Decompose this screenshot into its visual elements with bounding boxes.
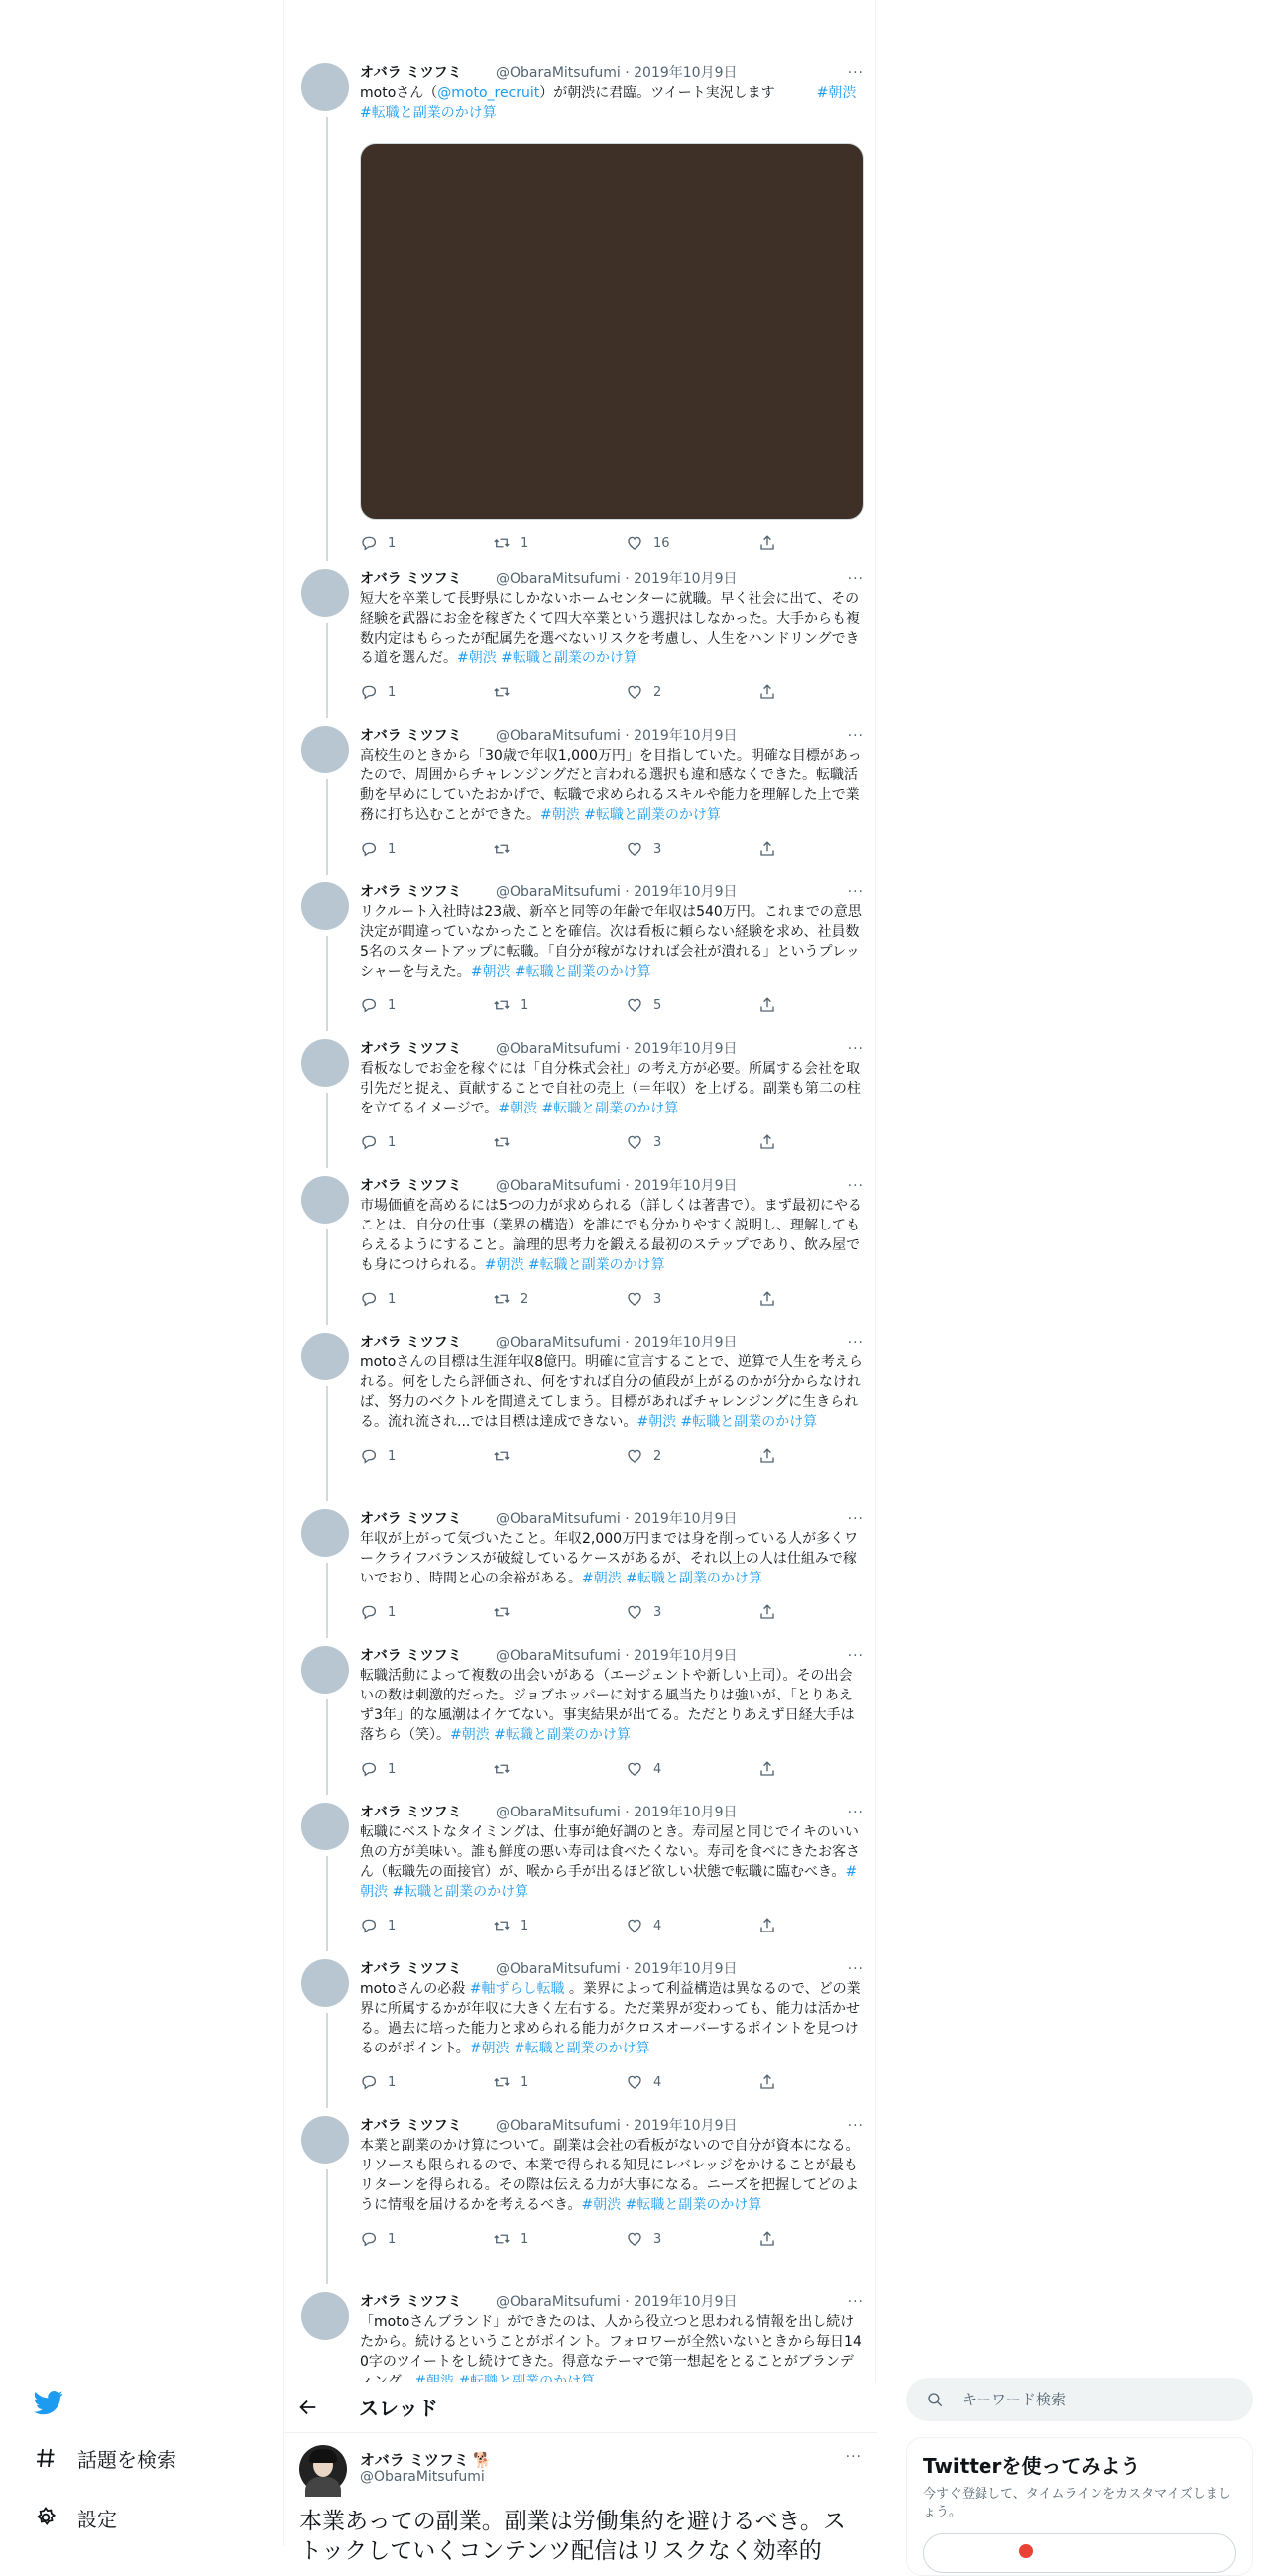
share-icon [758,1133,776,1151]
like-count: 4 [653,2074,662,2090]
tweet-date[interactable]: 2019年10月9日 [634,728,738,744]
thread-connector-line [326,1856,328,1951]
thread-connector-line [326,623,328,718]
author-handle[interactable]: @ObaraMitsufumi [496,1648,621,1664]
tweet-actions [360,839,864,859]
reply-count: 1 [388,1291,397,1307]
more-icon[interactable]: ··· [847,1961,864,1977]
avatar[interactable] [301,726,349,773]
thread-header [284,2382,877,2433]
signup-title: Twitterを使ってみよう [923,2454,1141,2478]
thread-connector-line [326,1093,328,1168]
right-sidebar [906,0,1253,2546]
avatar[interactable] [301,1646,349,1694]
reply-button[interactable] [360,1132,396,1152]
thread-connector-line [326,779,328,875]
retweet-button[interactable] [493,533,528,553]
retweet-icon [493,840,511,858]
author-handle[interactable]: @ObaraMitsufumi [360,2469,485,2485]
twitter-logo-icon[interactable] [34,2388,63,2417]
reply-button[interactable] [360,1759,396,1779]
tweet-text: 年収が上がって気づいたこと。年収2,000万円までは身を削っている人が多くワークライフバランスが破綻しているケースがあるが、それ以上の人は仕組みで稼いでおり、時間と心の余裕がある。#朝渋 #転職と副業のかけ算 [360,1531,859,1586]
thread-connector-line [326,936,328,1031]
hashtags[interactable]: #朝渋 #転職と副業のかけ算 [457,650,637,666]
inline-hashtag[interactable]: #軸ずらし転職 [469,1981,565,1997]
author-handle[interactable]: @ObaraMitsufumi [496,728,621,744]
tweet[interactable]: オバラ ミツフミ @ObaraMitsufumi · 2019年10月9日 ··· 本業と副業のかけ算について。副業は会社の看板がないので自分が資本になる。リソースも限られるので、本業で得られる知見にレバレッジをかけることが最もリターンを得られる。その際は伝える力が大事になる。ニーズを把握してどのように情報を届けるかを考えるべき。#朝渋 #転職と副業のかけ算 1 1 3 [284,2112,877,2284]
retweet-icon [493,1290,511,1308]
thread-connector-line [326,1229,328,1325]
author-name[interactable]: オバラ ミツフミ [360,1178,462,1194]
more-icon[interactable]: ··· [847,1335,864,1350]
like-button[interactable] [626,1916,661,1935]
hashtags[interactable]: #朝渋 #転職と副業のかけ算 [450,1727,631,1743]
tweet[interactable]: オバラ ミツフミ @ObaraMitsufumi · 2019年10月9日 ··· 市場価値を高めるには5つの力が求められる（詳しくは著書で）。まず最初にやることは、自分の仕事（業界の構造）を誰にでも分かりやすく説明し、理解してもらえるようにすること。論理的思考力を鍛える最初のステップであり、飲み屋でも身につけられる。#朝渋 #転職と副業のかけ算 1 2 3 [284,1172,877,1325]
share-icon [758,1917,776,1934]
more-icon[interactable]: ··· [847,1041,864,1057]
author-handle[interactable]: @ObaraMitsufumi [496,2118,621,2134]
avatar[interactable] [299,2445,347,2493]
tweet-date[interactable]: 2019年10月9日 [634,65,738,81]
share-button[interactable] [758,2072,776,2092]
share-icon [758,840,776,858]
avatar[interactable] [301,2116,349,2164]
more-icon[interactable]: ··· [847,1511,864,1527]
reply-count: 1 [388,1761,397,1777]
author-handle[interactable]: @ObaraMitsufumi [496,1178,621,1194]
tweet-text: 「motoさんブランド」ができたのは、人から役立つと思われる情報を出し続けたから。続けるということがポイント。フォロワーが全然いないときから毎日140字のツイートをし続けてきた。得意なテーマで第一想起をとることがブランデ [360,2312,864,2392]
share-button[interactable] [758,682,776,702]
tweet-date[interactable]: 2019年10月9日 [634,2118,738,2134]
reply-button[interactable] [360,1446,396,1465]
like-button[interactable] [626,1132,661,1152]
tweet-actions [360,1289,864,1309]
more-icon[interactable]: ··· [847,65,864,81]
author-handle[interactable]: @ObaraMitsufumi [496,1961,621,1977]
reply-count: 1 [388,1448,397,1464]
tweet-text: 高校生のときから「30歳で年収1,000万円」を目指していた。明確な目標があったので、周囲からチャレンジングだと言われる選択も違和感なくできた。転職活動を早めにしていたおかげで、転職で求められるスキルや能力を理解した上で業務に打ち込むことができた。#朝渋 #転職と副業のかけ算 [360,748,862,823]
reply-icon [360,1133,378,1151]
reply-button[interactable] [360,682,396,702]
retweet-icon [493,534,511,552]
reply-icon [360,2073,378,2091]
like-button[interactable] [626,2229,661,2249]
retweet-count: 2 [521,1291,529,1307]
like-button[interactable] [626,1759,661,1779]
share-button[interactable] [758,1759,776,1779]
search-input[interactable] [962,2391,1219,2408]
avatar[interactable] [301,2292,349,2340]
heart-icon [626,1603,643,1621]
retweet-icon [493,996,511,1014]
tweet-text: 看板なしでお金を稼ぐには「自分株式会社」の考え方が必要。所属する会社を取引先だと捉え、貢献することで自社の売上（＝年収）を上げる。副業も第二の柱を立てるイメージで。#朝渋 #転職と副業のかけ算 [360,1061,861,1116]
author-handle[interactable]: @ObaraMitsufumi [496,65,621,81]
reply-button[interactable] [360,1602,396,1622]
tweet-text: 転職活動によって複数の出会いがある（エージェントや新しい上司）。その出会いの数は刺激的だった。ジョブホッパーに対する風当たりは強いが、「とりあえず3年」的な風潮はイケてない。事実結果が出てる。ただとりあえず日経大手は落ちら（笑）。#朝渋 #転職と副業のかけ算 [360,1668,855,1743]
tweet-text: 転職にベストなタイミングは、仕事が絶好調のとき。寿司屋と同じでイキのいい魚の方が美味い。誰も鮮度の悪い寿司は食べたくない。寿司を食べにきたお客さん（転職先の面接官）が、喉から手が出るほど欲しい状態で転職に臨むべき。#朝渋 #転職と副業のかけ算 [360,1824,860,1900]
share-button[interactable] [758,995,776,1015]
heart-icon [626,2230,643,2248]
hashtag-icon [34,2446,58,2470]
tweet[interactable]: オバラ ミツフミ @ObaraMitsufumi · 2019年10月9日 ··· 看板なしでお金を稼ぐには「自分株式会社」の考え方が必要。所属する会社を取引先だと捉え、貢献することで自社の売上（＝年収）を上げる。副業も第二の柱を立てるイメージで。#朝渋 #転職と副業のかけ算 1 3 [284,1035,877,1168]
retweet-button[interactable] [493,2229,528,2249]
tweet[interactable]: オバラ ミツフミ @ObaraMitsufumi · 2019年10月9日 ··· 年収が上がって気づいたこと。年収2,000万円までは身を削っている人が多くワークライフバランスが破綻しているケースがあるが、それ以上の人は仕組みで稼いでおり、時間と心の余裕がある。#朝渋 #転職と副業のかけ算 1 3 [284,1505,877,1638]
more-icon[interactable]: ··· [847,1805,864,1820]
heart-icon [626,996,643,1014]
tweet[interactable]: オバラ ミツフミ @ObaraMitsufumi · 2019年10月9日 ··· motoさん（@moto_recruit）が朝渋に君臨。ツイート実況します #朝渋 #転職と副業のかけ算 1 1 16 [284,59,877,561]
thread-connector-line [326,1386,328,1501]
reply-icon [360,1603,378,1621]
reply-count: 1 [388,535,397,551]
tweet-text: 本業と副業のかけ算について。副業は会社の看板がないので自分が資本になる。リソースも限られるので、本業で得られる知見にレバレッジをかけることが最もリターンを得られる。その際は伝える力が大事になる。ニーズを把握してどのように情報を届けるかを考えるべき。#朝渋 #転職と副業のかけ算 [360,2138,860,2213]
author-name[interactable]: オバラ ミツフミ [360,1335,462,1350]
reply-button[interactable] [360,1289,396,1309]
author-name[interactable]: オバラ ミツフミ [360,1648,462,1664]
thread-panel [284,2382,877,2564]
reply-button[interactable] [360,1916,396,1935]
author-name[interactable]: オバラ ミツフミ [360,1961,462,1977]
tweet[interactable]: オバラ ミツフミ @ObaraMitsufumi · 2019年10月9日 ··· 転職にベストなタイミングは、仕事が絶好調のとき。寿司屋と同じでイキのいい魚の方が美味い。誰も鮮度の悪い寿司は食べたくない。寿司を食べにきたお客さん（転職先の面接官）が、喉から手が出るほど欲しい状態で転職に臨むべき。#朝渋 #転職と副業のかけ算 1 1 4 [284,1799,877,1951]
share-icon [758,1447,776,1464]
reply-count: 1 [388,2074,397,2090]
signup-card [906,2437,1253,2576]
tweet-date[interactable]: 2019年10月9日 [634,2294,738,2310]
tweet[interactable]: オバラ ミツフミ @ObaraMitsufumi · 2019年10月9日 ··· motoさんの必殺 #軸ずらし転職 。業界によって利益構造は異なるので、どの業界に所属するかが年収に大きく左右する。ただ業界が変わっても、能力は活かせる。過去に培った能力と求められる能力がクロスオーバーするポイントを見つけるのがポイント。#朝渋 #転職と副業のかけ算 1 1 4 [284,1955,877,2108]
retweet-icon [493,1760,511,1778]
retweet-count: 1 [521,997,529,1013]
reply-button[interactable] [360,533,396,553]
search-box[interactable] [906,2378,1253,2421]
retweet-count: 1 [521,2074,529,2090]
tweet-date[interactable]: 2019年10月9日 [634,884,738,900]
mention-link[interactable]: @moto_recruit [437,85,540,101]
like-count: 16 [653,535,670,551]
nav-explore[interactable] [34,2443,176,2473]
avatar[interactable] [301,882,349,930]
reply-count: 1 [388,2231,397,2247]
retweet-icon [493,2073,511,2091]
author-handle[interactable]: @ObaraMitsufumi [496,1335,621,1350]
tweet-date[interactable]: 2019年10月9日 [634,571,738,587]
avatar[interactable] [301,1509,349,1557]
gear-icon [34,2506,58,2529]
tweet-actions [360,995,864,1015]
tweet-actions [360,1759,864,1779]
reply-icon [360,996,378,1014]
tweet-actions [360,1446,864,1465]
author-name[interactable]: オバラ ミツフミ [360,2294,462,2310]
reply-icon [360,840,378,858]
main-column [283,0,876,2564]
retweet-icon [493,683,511,701]
tweet-actions [360,1916,864,1935]
hashtags[interactable]: #朝渋 #転職と副業のかけ算 [469,2041,650,2056]
hashtags[interactable]: #朝渋 #転職と副業のかけ算 [484,1257,665,1273]
hashtags[interactable]: #朝渋 #転職と副業のかけ算 [581,2197,762,2213]
nav-settings-label: 設定 [77,2507,117,2531]
share-button[interactable] [758,1132,776,1152]
more-icon[interactable]: ··· [847,728,864,744]
google-icon [1019,2544,1033,2558]
share-button[interactable] [758,1446,776,1465]
dog-emoji-icon: 🐕 [472,2451,492,2469]
like-count: 2 [653,684,662,700]
retweet-button[interactable] [493,1289,528,1309]
share-button[interactable] [758,839,776,859]
back-arrow-icon[interactable] [297,2397,319,2418]
tweet[interactable]: オバラ ミツフミ @ObaraMitsufumi · 2019年10月9日 ··· 転職活動によって複数の出会いがある（エージェントや新しい上司）。その出会いの数は刺激的だった。ジョブホッパーに対する風当たりは強いが、「とりあえず3年」的な風潮はイケてない。事実結果が出てる。ただとりあえず日経大手は落ちら（笑）。#朝渋 #転職と副業のかけ算 1 4 [284,1642,877,1795]
heart-icon [626,1290,643,1308]
original-tweet[interactable] [284,2433,877,2564]
share-icon [758,534,776,552]
share-button[interactable] [758,1602,776,1622]
author-name[interactable]: オバラ ミツフミ [360,1041,462,1057]
tweet-date[interactable]: 2019年10月9日 [634,1335,738,1350]
share-button[interactable] [758,1289,776,1309]
share-icon [758,1290,776,1308]
tweet-text: 市場価値を高めるには5つの力が求められる（詳しくは著書で）。まず最初にやることは、自分の仕事（業界の構造）を誰にでも分かりやすく説明し、理解してもらえるようにすること。論理的思考力を鍛える最初のステップであり、飲み屋でも身につけられる。#朝渋 #転職と副業のかけ算 [360,1198,862,1273]
thread-connector-line [326,2013,328,2108]
heart-icon [626,1760,643,1778]
tweet[interactable]: オバラ ミツフミ @ObaraMitsufumi · 2019年10月9日 ··· motoさんの目標は生涯年収8億円。明確に宣言することで、逆算で人生を考えられる。何をしたら評価され、何をすれば自分の値段が上がるのかが分からなければ、努力のベクトルを間違えてしまう。目標があればチャレンジングに生きられる。流れ流され...では目標は達成できない。#朝渋 #転職と副業のかけ算 1 2 [284,1329,877,1501]
like-count: 3 [653,1134,662,1150]
author-handle[interactable]: @ObaraMitsufumi [496,884,621,900]
author-handle[interactable]: @ObaraMitsufumi [496,1805,621,1820]
like-button[interactable] [626,995,661,1015]
share-icon [758,2073,776,2091]
share-icon [758,1760,776,1778]
signup-text: 今すぐ登録して、タイムラインをカスタマイズしましょう。 [923,2487,1231,2519]
heart-icon [626,534,643,552]
more-icon[interactable]: ··· [847,884,864,900]
like-count: 2 [653,1448,662,1464]
author-name[interactable]: オバラ ミツフミ [360,571,462,587]
hashtags[interactable]: #朝渋 #転職と副業のかけ算 [636,1414,818,1430]
more-icon[interactable]: ··· [847,571,864,587]
like-button[interactable] [626,1446,661,1465]
hashtags[interactable]: #朝渋 #転職と副業のかけ算 [360,1864,858,1900]
retweet-button[interactable] [493,2072,528,2092]
avatar[interactable] [301,1803,349,1850]
avatar[interactable] [301,1176,349,1224]
nav-explore-label: 話題を検索 [77,2447,176,2472]
heart-icon [626,2073,643,2091]
tweet-text: motoさんの目標は生涯年収8億円。明確に宣言することで、逆算で人生を考えられる。何をしたら評価され、何をすれば自分の値段が上がるのかが分からなければ、努力のベクトルを間違えてしまう。目標があればチャレンジングに生きられる。流れ流され...では目標は達成できない。#朝渋 #転職と副業のかけ算 [360,1354,863,1430]
reply-button[interactable] [360,839,396,859]
reply-icon [360,1760,378,1778]
avatar[interactable] [301,1039,349,1087]
share-icon [758,1603,776,1621]
reply-count: 1 [388,997,397,1013]
author-name[interactable]: オバラ ミツフミ [360,2451,469,2469]
like-button[interactable] [626,1602,661,1622]
hashtags[interactable]: #朝渋 #転職と副業のかけ算 [498,1101,679,1116]
like-count: 5 [653,997,662,1013]
avatar[interactable] [301,1333,349,1380]
like-button[interactable] [626,2072,661,2092]
retweet-icon [493,1917,511,1934]
retweet-icon [493,1133,511,1151]
retweet-button[interactable] [493,1759,521,1779]
like-count: 3 [653,2231,662,2247]
tweet-text: 短大を卒業して長野県にしかないホームセンターに就職。早く社会に出て、その経験を武器にお金を稼ぎたくて四大卒業という選択はしなかった。大手からも複数内定はもらったが配属先を選べないリスクを考慮し、人生をハンドリングできる道を選んだ。#朝渋 #転職と副業のかけ算 [360,591,860,666]
reply-button[interactable] [360,995,396,1015]
hashtags[interactable]: #朝渋 #転職と副業のかけ算 [582,1571,762,1586]
tweet[interactable]: オバラ ミツフミ @ObaraMitsufumi · 2019年10月9日 ··· 「motoさんブランド」ができたのは、人から役立つと思われる情報を出し続けたから。続けるということがポイント。フォロワーが全然いないときから毎日140字のツイートをし続けてきた。得意なテーマで第一想起をとることがブランデ [284,2288,877,2407]
retweet-count: 1 [521,2231,529,2247]
thread-feed [284,0,877,2382]
reply-icon [360,2230,378,2248]
reply-icon [360,1290,378,1308]
reply-icon [360,683,378,701]
heart-icon [626,840,643,858]
retweet-button[interactable] [493,839,521,859]
hashtags[interactable]: #朝渋 #転職と副業のかけ算 [360,85,857,121]
tweet-actions [360,682,864,702]
tweet-actions [360,2229,864,2249]
author-name[interactable]: オバラ ミツフミ [360,1511,462,1527]
original-tweet-text: 本業あっての副業。副業は労働集約を避けるべき。ストックしていくコンテンツ配信はリスクなく効率的 [299,2509,846,2564]
author-handle[interactable]: @ObaraMitsufumi [496,1041,621,1057]
author-handle[interactable]: @ObaraMitsufumi [496,2294,621,2310]
author-handle[interactable]: @ObaraMitsufumi [496,571,621,587]
more-icon[interactable]: ··· [847,2118,864,2134]
tweet-media-image[interactable] [360,143,864,520]
tweet-actions [360,2072,864,2092]
heart-icon [626,683,643,701]
tweet-actions [360,1132,864,1152]
heart-icon [626,1133,643,1151]
more-icon[interactable]: ··· [847,1648,864,1664]
tweet-actions [360,1602,864,1622]
avatar[interactable] [301,63,349,111]
tweet-actions [360,533,864,553]
heart-icon [626,1447,643,1464]
tweet-text: motoさんの必殺 #軸ずらし転職 。業界によって利益構造は異なるので、どの業界に所属するかが年収に大きく左右する。ただ業界が変わっても、能力は活かせる。過去に培った能力と求められる能力がクロスオーバーするポイントを見つけるのがポイント。#朝渋 #転職と副業のかけ算 [360,1981,861,2056]
reply-button[interactable] [360,2072,396,2092]
left-nav [0,0,283,2546]
reply-button[interactable] [360,2229,396,2249]
thread-connector-line [326,117,328,561]
share-icon [758,683,776,701]
share-button[interactable] [758,1916,776,1935]
tweet-text: リクルート入社時は23歳、新卒と同等の年齢で年収は540万円。これまでの意思決定が間違っていなかったことを確信。次は看板に頼らない経験を求め、社員数5名のスタートアップに転職。「自分が稼がなければ会社が潰れる」というプレッシャーを与えた。#朝渋 #転職と副業のかけ算 [360,904,862,980]
share-icon [758,996,776,1014]
avatar[interactable] [301,569,349,617]
author-name[interactable]: オバラ ミツフミ [360,2118,462,2134]
retweet-button[interactable] [493,1602,521,1622]
retweet-icon [493,1447,511,1464]
hashtags[interactable]: #朝渋 #転職と副業のかけ算 [470,964,651,980]
reply-icon [360,1917,378,1934]
reply-icon [360,534,378,552]
like-button[interactable] [626,533,670,553]
retweet-button[interactable] [493,1916,528,1935]
retweet-button[interactable] [493,1446,521,1465]
tweet[interactable]: オバラ ミツフミ @ObaraMitsufumi · 2019年10月9日 ··· リクルート入社時は23歳、新卒と同等の年齢で年収は540万円。これまでの意思決定が間違っていなかったことを確信。次は看板に頼らない経験を求め、社員数5名のスタートアップに転職。「自分が稼がなければ会社が潰れる」というプレッシャーを与えた。#朝渋 #転職と副業のかけ算 1 1 5 [284,878,877,1031]
like-button[interactable] [626,682,661,702]
author-handle[interactable]: @ObaraMitsufumi [496,1511,621,1527]
like-button[interactable] [626,839,661,859]
like-count: 3 [653,841,662,857]
like-button[interactable] [626,1289,661,1309]
reply-icon [360,1447,378,1464]
more-icon[interactable]: ··· [847,1178,864,1194]
share-icon [758,2230,776,2248]
reply-count: 1 [388,1604,397,1620]
tweet-date[interactable]: 2019年10月9日 [634,1511,738,1527]
reply-count: 1 [388,1918,397,1933]
tweet-date[interactable]: 2019年10月9日 [634,1041,738,1057]
page-title: スレッド [359,2397,438,2420]
author-name[interactable]: オバラ ミツフミ [360,884,462,900]
thread-connector-line [326,1699,328,1795]
retweet-button[interactable] [493,1132,521,1152]
tweet-text: motoさん（@moto_recruit）が朝渋に君臨。ツイート実況します #朝渋 #転職と副業のかけ算 [360,85,857,121]
author-name[interactable]: オバラ ミツフミ [360,65,462,81]
retweet-button[interactable] [493,682,521,702]
more-icon[interactable]: ··· [847,2294,864,2310]
reply-count: 1 [388,1134,397,1150]
share-button[interactable] [758,533,776,553]
retweet-icon [493,2230,511,2248]
share-button[interactable] [758,2229,776,2249]
tweet-date[interactable]: 2019年10月9日 [634,1178,738,1194]
like-count: 3 [653,1291,662,1307]
retweet-icon [493,1603,511,1621]
reply-count: 1 [388,841,397,857]
search-icon [926,2391,944,2408]
avatar[interactable] [301,1959,349,2007]
reply-count: 1 [388,684,397,700]
retweet-count: 1 [521,1918,529,1933]
author-name[interactable]: オバラ ミツフミ [360,728,462,744]
tweet-date[interactable]: 2019年10月9日 [634,1805,738,1820]
thread-connector-line [326,2169,328,2284]
more-icon[interactable]: ··· [845,2449,862,2465]
like-count: 4 [653,1761,662,1777]
tweet-date[interactable]: 2019年10月9日 [634,1961,738,1977]
google-signup-button[interactable] [923,2533,1236,2573]
author-name[interactable]: オバラ ミツフミ [360,1805,462,1820]
hashtags[interactable]: #朝渋 #転職と副業のかけ算 [540,807,721,823]
thread-connector-line [326,1563,328,1638]
nav-settings[interactable] [34,2503,117,2532]
retweet-button[interactable] [493,995,528,1015]
tweet[interactable]: オバラ ミツフミ @ObaraMitsufumi · 2019年10月9日 ··· 高校生のときから「30歳で年収1,000万円」を目指していた。明確な目標があったので、周囲からチャレンジングだと言われる選択も違和感なくできた。転職活動を早めにしていたおかげで、転職で求められるスキルや能力を理解した上で業務に打ち込むことができた。#朝渋 #転職と副業のかけ算 1 3 [284,722,877,875]
tweet-date[interactable]: 2019年10月9日 [634,1648,738,1664]
retweet-count: 1 [521,535,529,551]
tweet[interactable]: オバラ ミツフミ @ObaraMitsufumi · 2019年10月9日 ··· 短大を卒業して長野県にしかないホームセンターに就職。早く社会に出て、その経験を武器にお金を稼ぎたくて四大卒業という選択はしなかった。大手からも複数内定はもらったが配属先を選べないリスクを考慮し、人生をハンドリングできる道を選んだ。#朝渋 #転職と副業のかけ算 1 2 [284,565,877,718]
heart-icon [626,1917,643,1934]
like-count: 3 [653,1604,662,1620]
like-count: 4 [653,1918,662,1933]
